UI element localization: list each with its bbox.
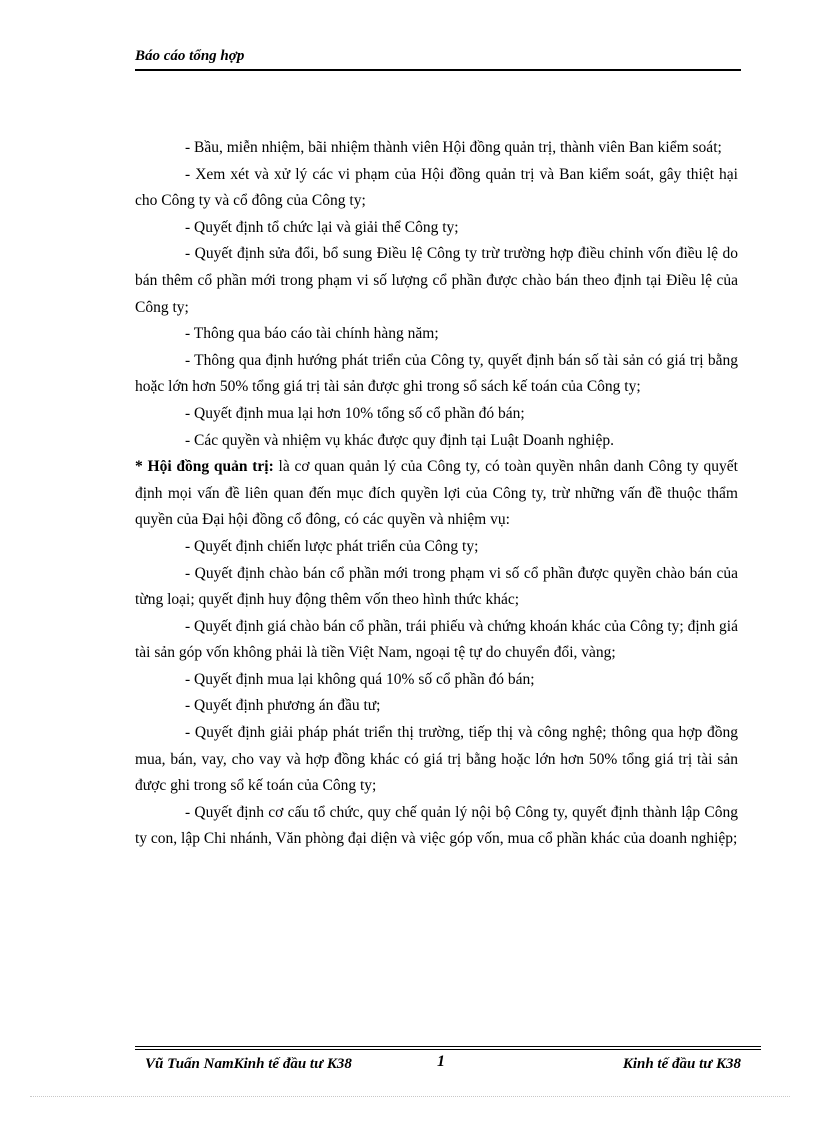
board-section-intro [135, 454, 738, 534]
board-item: - Quyết định giá chào bán cổ phần, trái phiếu và chứng khoán khác của Công ty; định giá tài sản góp vốn không phải là tiền Việt Nam, ngoại tệ tự do chuyển đổi, vàng; [135, 617, 738, 662]
board-item: - Quyết định mua lại không quá 10% số cổ phần đó bán; [185, 670, 535, 688]
paragraph: - Quyết định tổ chức lại và giải thể Công ty; [185, 218, 459, 236]
paragraph: - Bầu, miễn nhiệm, bãi nhiệm thành viên Hội đồng quản trị, thành viên Ban kiểm soát; [185, 139, 722, 156]
header-divider [135, 69, 741, 71]
paragraph: - Thông qua báo cáo tài chính hàng năm; [185, 325, 439, 343]
footer-department: Kinh tế đầu tư K38 [622, 1056, 741, 1072]
paragraph: - Quyết định sửa đổi, bổ sung Điều lệ Công ty trừ trường hợp điều chỉnh vốn điều lệ do bán thêm cổ phần mới trong phạm vi số lượng cổ phần được chào bán theo định tại Điều lệ của Công ty; [135, 245, 738, 316]
board-section-heading: * Hội đồng quản trị: [135, 458, 274, 476]
document-body [135, 135, 738, 853]
footer-divider-bottom [135, 1049, 761, 1050]
paragraph: - Xem xét và xử lý các vi phạm của Hội đồng quản trị và Ban kiểm soát, gây thiệt hại cho Công ty và cổ đông của Công ty; [135, 165, 738, 210]
page-bottom-dotted-line [30, 1096, 790, 1097]
paragraph: - Các quyền và nhiệm vụ khác được quy định tại Luật Doanh nghiệp. [185, 431, 614, 449]
paragraph: - Quyết định mua lại hơn 10% tổng số cổ phần đó bán; [185, 404, 525, 422]
board-section-text: là cơ quan quản lý của Công ty, có toàn quyền nhân danh Công ty quyết định mọi vấn đề liên quan đến mục đích quyền lợi của Công ty, trừ những vấn đề thuộc thẩm quyền của Đại hội đồng cổ đông, có các quyền và nhiệm vụ: [135, 458, 738, 529]
footer-divider-top [135, 1046, 761, 1047]
board-item: - Quyết định giải pháp phát triển thị trường, tiếp thị và công nghệ; thông qua hợp đồng mua, bán, vay, cho vay và hợp đồng khác có giá trị bằng hoặc lớn hơn 50% tổng giá trị tài sản được ghi trong sổ kế toán của Công ty; [135, 724, 738, 795]
page-number: 1 [437, 1053, 445, 1070]
footer-author: Vũ Tuấn NamKinh tế đầu tư K38 [145, 1056, 352, 1072]
page-header-title: Báo cáo tổng hợp [135, 48, 245, 64]
paragraph: - Thông qua định hướng phát triển của Công ty, quyết định bán số tài sản có giá trị bằng hoặc lớn hơn 50% tổng giá trị tài sản được ghi trong sổ sách kế toán của Công ty; [135, 351, 738, 396]
board-item: - Quyết định chiến lược phát triển của Công ty; [185, 537, 479, 555]
board-item: - Quyết định cơ cấu tổ chức, quy chế quản lý nội bộ Công ty, quyết định thành lập Công ty con, lập Chi nhánh, Văn phòng đại diện và việc góp vốn, mua cổ phần khác của doanh nghiệp; [135, 803, 738, 848]
board-item: - Quyết định phương án đầu tư; [185, 697, 381, 715]
board-item: - Quyết định chào bán cổ phần mới trong phạm vi số cổ phần được quyền chào bán của từng loại; quyết định huy động thêm vốn theo hình thức khác; [135, 564, 738, 609]
